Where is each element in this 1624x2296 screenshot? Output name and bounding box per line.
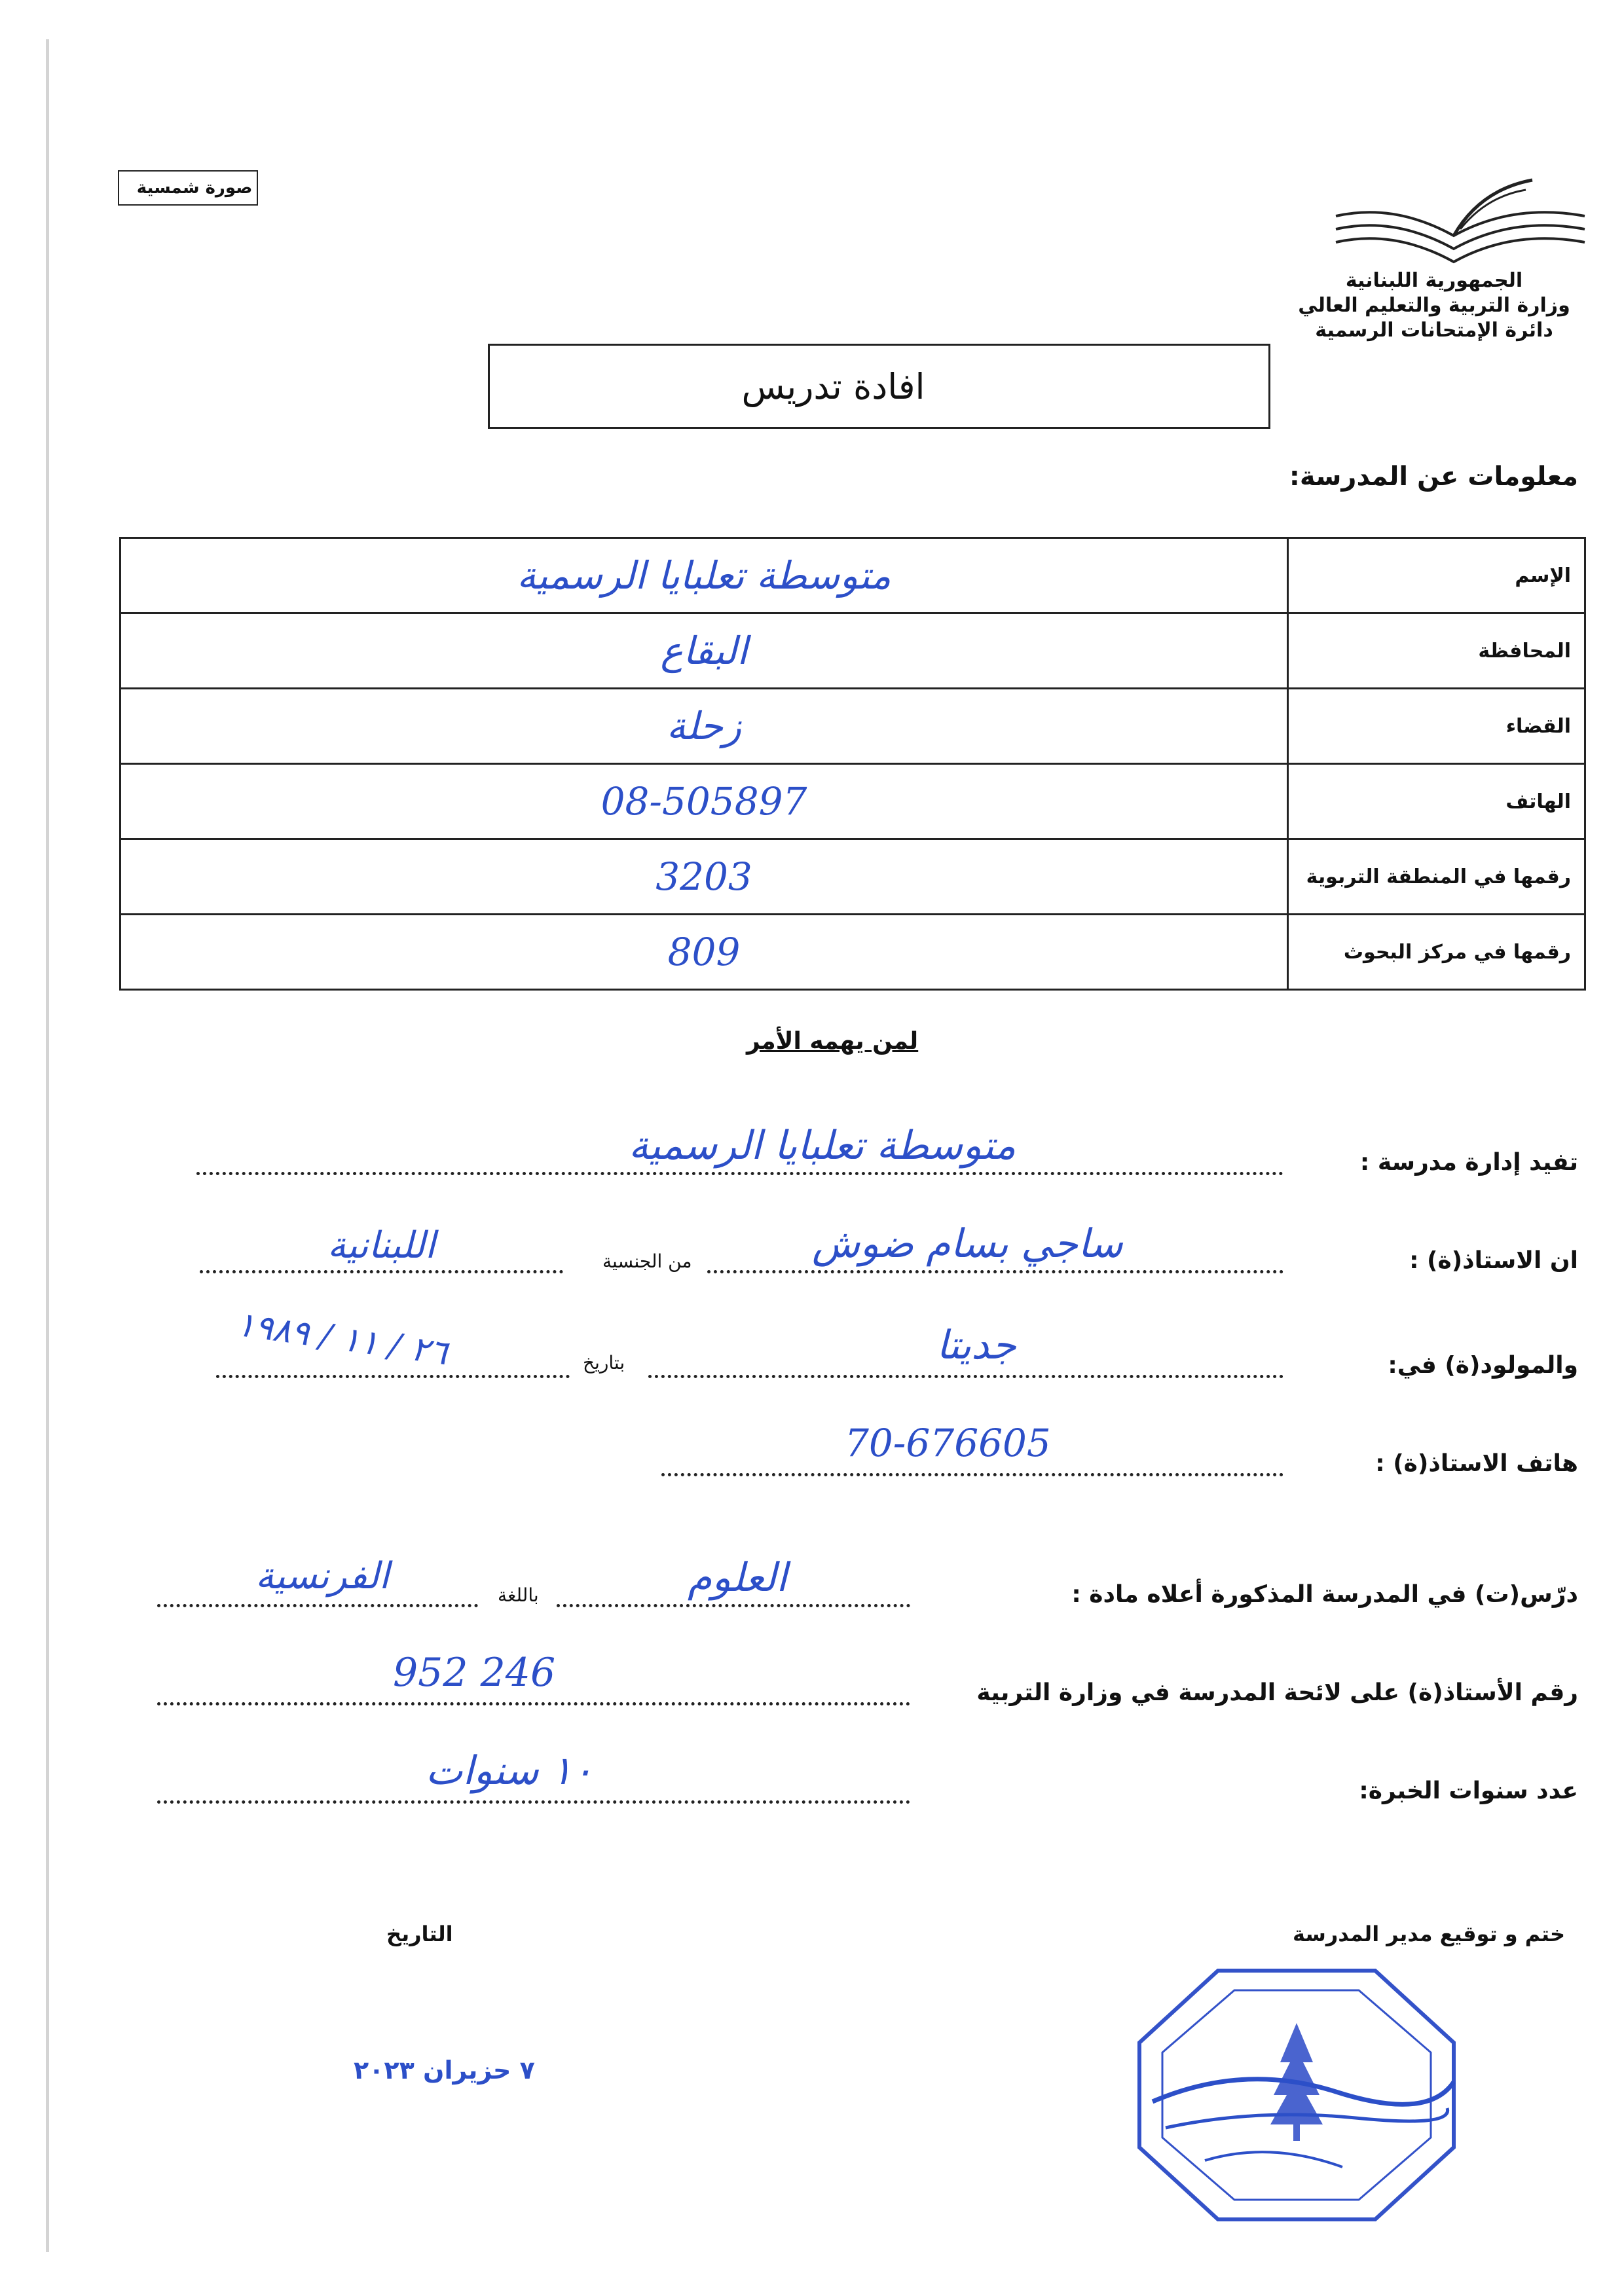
research-number-value: 809 xyxy=(120,915,1288,990)
language-value: الفرنسية xyxy=(255,1555,390,1597)
teacher-value: ساجي بسام ضوش xyxy=(812,1221,1123,1267)
dotted-line xyxy=(157,1604,478,1607)
teacher-label: ان الاستاذ(ة) : xyxy=(1409,1247,1578,1274)
nationality-label: من الجنسية xyxy=(602,1250,692,1272)
dotted-line xyxy=(157,1800,910,1804)
dob-label: بتاريخ xyxy=(583,1352,625,1374)
ministry-header xyxy=(1297,268,1572,343)
phone-label: الهاتف xyxy=(1288,764,1585,839)
district-value: زحلة xyxy=(120,689,1288,764)
subject-value: العلوم xyxy=(688,1555,787,1601)
school-info-table xyxy=(119,537,1586,991)
table-row xyxy=(120,689,1585,764)
date-label: التاريخ xyxy=(386,1922,453,1946)
born-value: جديتا xyxy=(936,1322,1016,1368)
district-label: القضاء xyxy=(1288,689,1585,764)
table-row xyxy=(120,613,1585,689)
school-name-label: الإسم xyxy=(1288,538,1585,613)
governorate-label: المحافظة xyxy=(1288,613,1585,689)
ministry-number-value: 952 246 xyxy=(393,1650,556,1696)
table-row xyxy=(120,915,1585,990)
header-line2: وزارة التربية والتعليم العالي xyxy=(1298,294,1570,317)
table-row xyxy=(120,839,1585,915)
photo-label: صورة شمسية xyxy=(136,178,253,198)
document-title-box xyxy=(488,344,1270,429)
dotted-line xyxy=(661,1473,1283,1476)
teacher-phone-value: 70-676605 xyxy=(845,1421,1051,1465)
zone-number-value: 3203 xyxy=(120,839,1288,915)
school-stamp-icon xyxy=(1126,1964,1467,2226)
dotted-line xyxy=(707,1270,1283,1273)
to-whom-heading: لمن يهمه الأمر xyxy=(747,1028,919,1055)
zone-number-label: رقمها في المنطقة التربوية xyxy=(1288,839,1585,915)
teacher-phone-label: هاتف الاستاذ(ة) : xyxy=(1375,1450,1578,1477)
dotted-line xyxy=(200,1270,563,1273)
nationality-value: اللبنانية xyxy=(327,1224,435,1267)
born-label: والمولود(ة) في: xyxy=(1388,1352,1578,1379)
phone-value: 08-505897 xyxy=(120,764,1288,839)
experience-label: عدد سنوات الخبرة: xyxy=(1359,1777,1578,1804)
research-number-label: رقمها في مركز البحوث xyxy=(1288,915,1585,990)
stamp-signature-label: ختم و توقيع مدير المدرسة xyxy=(1292,1922,1565,1946)
document-title: افادة تدريس xyxy=(741,365,925,407)
governorate-value: البقاع xyxy=(120,613,1288,689)
ministry-number-label: رقم الأستاذ(ة) على لائحة المدرسة في وزارة التربية xyxy=(976,1679,1578,1706)
experience-value: ١٠ سنوات xyxy=(426,1748,594,1794)
header-line1: الجمهورية اللبنانية xyxy=(1345,269,1523,292)
ministry-logo-icon xyxy=(1329,177,1591,275)
dob-value: ٢٦ / ١١ / ١٩٨٩ xyxy=(234,1304,451,1374)
dotted-line xyxy=(196,1172,1283,1175)
school-admin-value: متوسطة تعلبايا الرسمية xyxy=(629,1123,1016,1169)
dotted-line xyxy=(648,1375,1283,1378)
school-name-value: متوسطة تعلبايا الرسمية xyxy=(120,538,1288,613)
dotted-line xyxy=(157,1702,910,1705)
dotted-line xyxy=(557,1604,910,1607)
photo-box xyxy=(118,170,258,206)
language-label: باللغة xyxy=(498,1584,539,1606)
header-line3: دائرة الإمتحانات الرسمية xyxy=(1315,319,1553,342)
table-row xyxy=(120,764,1585,839)
scan-edge xyxy=(46,39,49,2252)
dotted-line xyxy=(216,1375,570,1378)
school-admin-label: تفيد إدارة مدرسة : xyxy=(1359,1149,1578,1176)
date-value: ٧ حزيران ٢٠٢٣ xyxy=(354,2056,535,2085)
school-info-heading: معلومات عن المدرسة: xyxy=(1289,462,1578,492)
taught-label: درّس(ت) في المدرسة المذكورة أعلاه مادة : xyxy=(1071,1581,1578,1608)
table-row xyxy=(120,538,1585,613)
